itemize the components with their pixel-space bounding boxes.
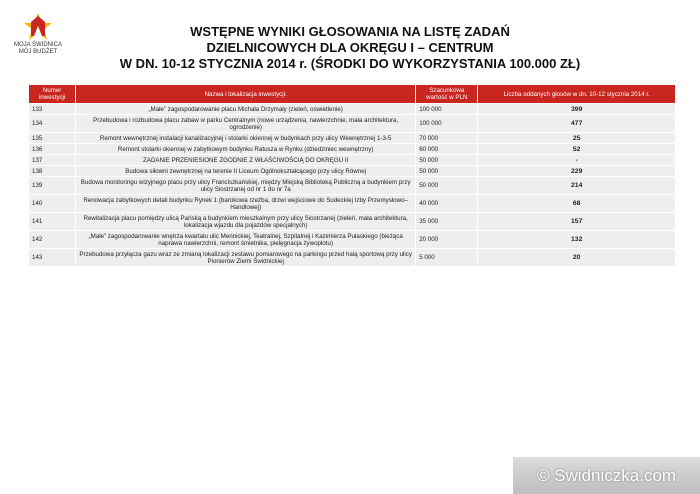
cell-name: Przebudowa przyłącza gazu wraz ze zmianą lokalizacji zestawu pomiarowego na parkingu przed halą sportową przy ulicy Pionierów Ziemi Świdnickiej (76, 249, 415, 266)
header-cost: Szacunkowa wartość w PLN (416, 85, 477, 103)
table-row (29, 115, 675, 132)
cell-number: 140 (29, 195, 75, 212)
table-row (29, 177, 675, 194)
logo-text-line2: MÓJ BUDŻET (18, 49, 58, 55)
cell-cost: 20 000 (416, 231, 477, 248)
cell-votes: 132 (478, 231, 675, 248)
cell-name: Przebudowa i rozbudowa placu zabaw w parku Centralnym (nowe urządzenia, nawierzchnie, mała architektura, ogrodzenie) (76, 115, 415, 132)
cell-name: Renowacja zabytkowych detali budynku Rynek 1 (barokowa rzeźba, drzwi wejściowe do Sudeckiej Izby Przemysłowo–Handlowej) (76, 195, 415, 212)
table-row (29, 213, 675, 230)
cell-votes: 157 (478, 213, 675, 230)
cell-votes: 20 (478, 249, 675, 266)
page-title (80, 24, 620, 72)
cell-votes: 68 (478, 195, 675, 212)
table-row (29, 195, 675, 212)
header-name: Nazwa i lokalizacja inwestycji: (76, 85, 415, 103)
cell-cost: 35 000 (416, 213, 477, 230)
cell-number: 138 (29, 166, 75, 176)
cell-name: Remont wewnętrznej instalacji kanalizacyjnej i stolarki okiennej w budynkach przy ulicy Wewnętrznej 1-3-5 (76, 133, 415, 143)
cell-cost: 100 000 (416, 104, 477, 114)
cell-number: 136 (29, 144, 75, 154)
header-number: Numer inwestycji (29, 85, 75, 103)
table-row (29, 166, 675, 176)
table-row (29, 104, 675, 114)
cell-name: Budowa monitoringu wizyjnego placu przy ulicy Franciszkańskiej, między Miejską Biblioteką Publiczną a budynkiem przy ulicy Siostrzanej od nr 1 do nr 7a (76, 177, 415, 194)
cell-cost: 70 000 (416, 133, 477, 143)
logo-emblem-icon (23, 12, 53, 42)
cell-number: 134 (29, 115, 75, 132)
title-line-2: DZIELNICOWYCH DLA OKRĘGU I – CENTRUM (206, 40, 494, 55)
cell-votes: 229 (478, 166, 675, 176)
cell-number: 139 (29, 177, 75, 194)
results-table (28, 84, 676, 267)
header-votes: Liczba oddanych głosów w dn. 10-12 stycznia 2014 r. (478, 85, 675, 103)
title-line-1: WSTĘPNE WYNIKI GŁOSOWANIA NA LISTĘ ZADAŃ (190, 24, 510, 39)
table-row (29, 133, 675, 143)
table-row (29, 231, 675, 248)
table-row (29, 249, 675, 266)
cell-number: 142 (29, 231, 75, 248)
cell-votes: - (478, 155, 675, 165)
cell-number: 141 (29, 213, 75, 230)
cell-number: 135 (29, 133, 75, 143)
watermark: © Swidniczka.com (513, 457, 700, 494)
cell-votes: 25 (478, 133, 675, 143)
cell-cost: 50 000 (416, 177, 477, 194)
cell-name: Budowa siłowni zewnętrznej na terenie II Liceum Ogólnokształcącego przy ulicy Równej (76, 166, 415, 176)
cell-number: 137 (29, 155, 75, 165)
table-row (29, 144, 675, 154)
cell-votes: 214 (478, 177, 675, 194)
cell-votes: 399 (478, 104, 675, 114)
table-header-row (29, 85, 675, 103)
cell-votes: 52 (478, 144, 675, 154)
cell-cost: 60 000 (416, 144, 477, 154)
title-line-3: W DN. 10-12 STYCZNIA 2014 r. (ŚRODKI DO WYKORZYSTANIA 100.000 ZŁ) (119, 56, 581, 71)
cell-cost: 40 000 (416, 195, 477, 212)
logo-text-line1: MOJA ŚWIDNICA (13, 42, 62, 48)
logo (6, 12, 70, 64)
table-row (29, 155, 675, 165)
cell-name: ZADANIE PRZENIESIONE ZGODNIE Z WŁAŚCIWOŚCIĄ DO OKRĘGU II (76, 155, 415, 165)
cell-number: 143 (29, 249, 75, 266)
cell-cost: 50 000 (416, 155, 477, 165)
cell-cost: 50 000 (416, 166, 477, 176)
cell-name: Remont stolarki okiennej w zabytkowym budynku Ratusza w Rynku (dziedziniec wewnętrzny) (76, 144, 415, 154)
cell-name: „Małe” zagospodarowanie placu Michała Drzymały (zieleń, oświetlenie) (76, 104, 415, 114)
cell-name: Rewitalizacja placu pomiędzy ulicą Pańską a budynkiem mieszkalnym przy ulicy Siostrzanej (zieleń, mała architektura, lokalizacja wjazdu dla pojazdów specjalnych) (76, 213, 415, 230)
cell-cost: 5 000 (416, 249, 477, 266)
cell-cost: 100 000 (416, 115, 477, 132)
cell-votes: 477 (478, 115, 675, 132)
cell-number: 133 (29, 104, 75, 114)
cell-name: „Małe” zagospodarowanie wnętrza kwartału ulic Mennickiej, Teatralnej, Szpitalnej i Kazimierza Pułaskiego (bieżąca naprawa nawierzchni, remont śmietnika, pielęgnacja żywopłotu) (76, 231, 415, 248)
